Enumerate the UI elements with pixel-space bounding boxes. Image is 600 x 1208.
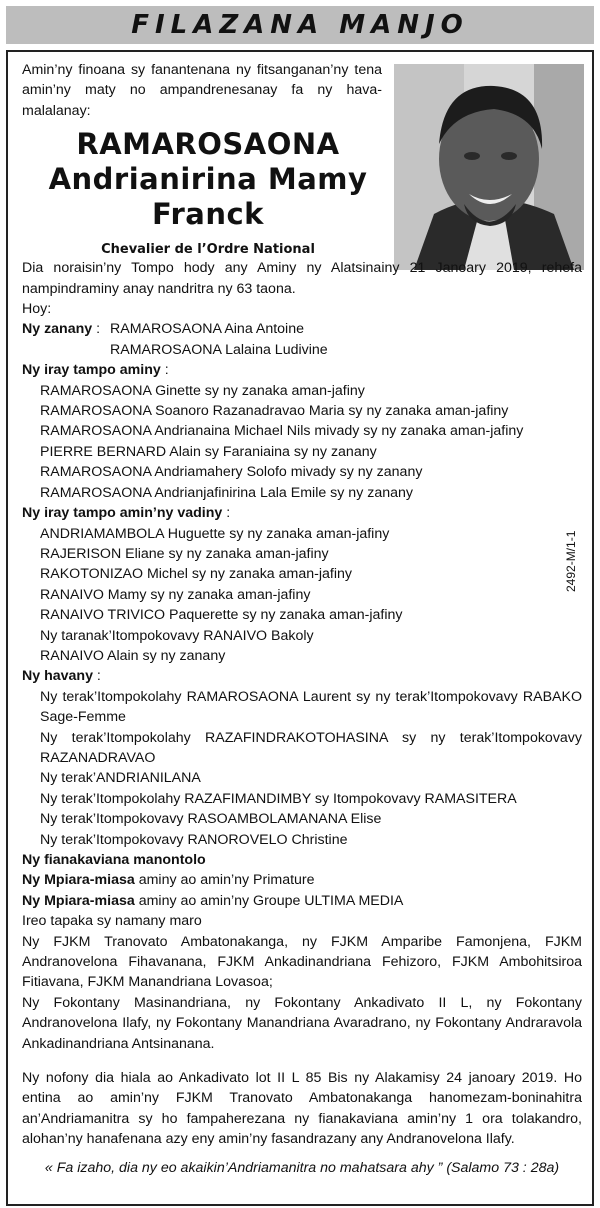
sibling-item: RAMAROSAONA Soanoro Razanadravao Maria sy ny zanaka aman-jafiny (40, 403, 509, 420)
in-law-sibling-item: RANAIVO TRIVICO Paquerette sy ny zanaka aman-jafiny (40, 607, 403, 624)
siblings-sep: : (160, 362, 169, 379)
churches-paragraph: Ny FJKM Tranovato Ambatonakanga, ny FJKM Amparibe Famonjena, FJKM Andranovelona Fihavanana, FJKM Ankadinandriana Fehizoro, FJKM Ambohitsiroa Fitiavana, FJKM Manandriana Lovasoa; (22, 933, 582, 991)
relatives-section (22, 666, 582, 850)
in-law-sibling-item: RANAIVO Alain sy ny zanany (40, 647, 226, 664)
colleagues-text: aminy ao amin’ny Groupe ULTIMA MEDIA (134, 892, 404, 909)
friends-line: Ireo tapaka sy namany maro (22, 913, 202, 930)
child-item: RAMAROSAONA Lalaina Ludivine (110, 341, 328, 358)
funeral-paragraph: Ny nofony dia hiala ao Ankadivato lot II L 85 Bis ny Alakamisy 24 janoary 2019. Ho entina ao amin’ny FJKM Tranovato Ambatonakanga hanomezam-boninahitra an’Andriamanitra sy ho fampaherezana ny fianakaviana amin’ny 1 ora tolakandro, alohan’ny hanafenana azy eny amin’ny fasandrazany any Andranovelona Ilafy. (22, 1070, 582, 1148)
whole-family: Ny fianakaviana manontolo (22, 852, 206, 868)
children-section (22, 319, 582, 360)
in-law-sibling-item: ANDRIAMAMBOLA Huguette sy ny zanaka aman-jafiny (40, 525, 390, 542)
children-sep: : (96, 321, 101, 338)
reference-code: 2492-M/1-1 (564, 530, 578, 592)
notice-body (22, 60, 582, 1178)
intro-text: Amin’ny finoana sy fanantenana ny fitsanganan’ny tena amin’ny maty no ampandrenesanay fa ny hava-malalanay: (22, 62, 382, 119)
name-line-1: RAMAROSAONA (76, 127, 340, 162)
sibling-item: RAMAROSAONA Andrianjafinirina Lala Emile sy ny zanany (40, 484, 413, 501)
hoy-label: Hoy: (22, 301, 52, 318)
relatives-label: Ny havany (22, 668, 93, 685)
relative-item: Ny terak’Itompokolahy RAMAROSAONA Laurent sy ny terak’Itompokovavy RABAKO Sage-Femme (40, 688, 582, 726)
colleagues-primature (22, 870, 582, 890)
sibling-item: RAMAROSAONA Ginette sy ny zanaka aman-jafiny (40, 382, 365, 399)
relative-item: Ny terak’Itompokolahy RAZAFINDRAKOTOHASINA sy ny terak’Itompokovavy RAZANADRAVAO (40, 729, 582, 766)
siblings-section (22, 360, 582, 503)
in-law-sibling-item: RAKOTONIZAO Michel sy ny zanaka aman-jafiny (40, 566, 352, 583)
in-law-siblings-label: Ny iray tampo amin’ny vadiny (22, 505, 223, 522)
death-announcement: Dia noraisin’ny Tompo hody any Aminy ny Alatsinainy 21 Janoary 2019, rehefa nampindraminy anay nandritra ny 63 taona. (22, 260, 582, 297)
sibling-item: RAMAROSAONA Andrianaina Michael Nils mivady sy ny zanaka aman-jafiny (40, 423, 524, 440)
relative-item: Ny terak’Itompokovavy RANOROVELO Christine (40, 831, 348, 848)
relative-item: Ny terak’Itompokovavy RASOAMBOLAMANANA Elise (40, 811, 382, 828)
header-banner (6, 6, 594, 44)
in-law-sibling-item: Ny taranak’Itompokovavy RANAIVO Bakoly (40, 627, 314, 644)
children-label: Ny zanany (22, 321, 93, 338)
sibling-item: RAMAROSAONA Andriamahery Solofo mivady sy ny zanany (40, 464, 423, 481)
page-title: FILAZANA MANJO (131, 10, 469, 40)
child-item: RAMAROSAONA Aina Antoine (110, 321, 304, 338)
sibling-item: PIERRE BERNARD Alain sy Faraniaina sy ny zanany (40, 443, 377, 460)
in-law-siblings-sep: : (222, 505, 231, 522)
relatives-sep: : (92, 668, 101, 685)
notice-frame (6, 50, 594, 1206)
colleagues-ultima (22, 891, 582, 911)
distinction-title: Chevalier de l’Ordre National (101, 242, 315, 258)
name-line-2: Andrianirina Mamy (48, 162, 368, 197)
deceased-name (22, 127, 394, 232)
relative-item: Ny terak’ANDRIANILANA (40, 770, 201, 787)
colleagues-text: aminy ao amin’ny Primature (134, 872, 315, 889)
bible-quote: « Fa izaho, dia ny eo akaikin’Andriamanitra no mahatsara ahy ” (Salamo 73 : 28a) (44, 1159, 560, 1176)
colleagues-label: Ny Mpiara-miasa (22, 872, 135, 889)
colleagues-label: Ny Mpiara-miasa (22, 892, 135, 909)
in-law-siblings-section (22, 503, 582, 666)
fokontany-paragraph: Ny Fokontany Masinandriana, ny Fokontany Ankadivato II L, ny Fokontany Andranovelona Ilafy, ny Fokontany Manandriana Avaradrano, ny Fokontany Andraravola Ankadinandriana Antsinanana. (22, 994, 582, 1052)
siblings-label: Ny iray tampo aminy (22, 362, 161, 379)
relative-item: Ny terak’Itompokolahy RAZAFIMANDIMBY sy Itompokovavy RAMASITERA (40, 790, 517, 807)
name-line-3: Franck (152, 197, 264, 232)
in-law-sibling-item: RAJERISON Eliane sy ny zanaka aman-jafiny (40, 545, 329, 562)
in-law-sibling-item: RANAIVO Mamy sy ny zanaka aman-jafiny (40, 586, 311, 603)
